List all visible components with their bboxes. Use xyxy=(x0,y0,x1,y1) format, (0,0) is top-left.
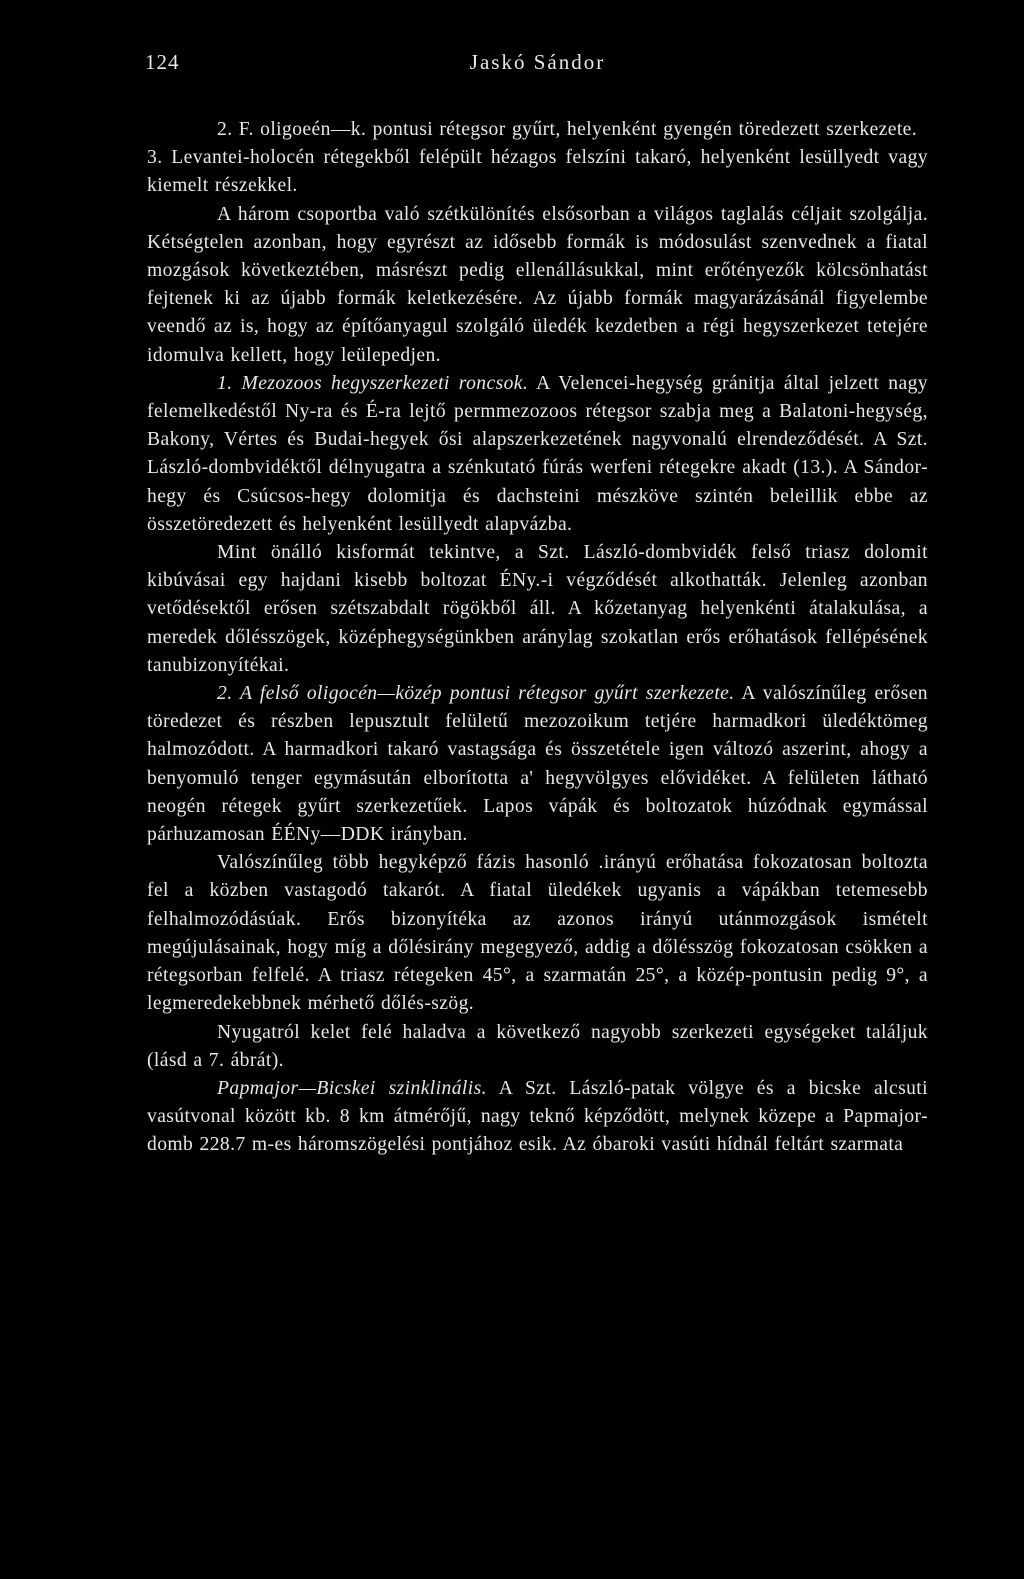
paragraph-section-1 xyxy=(147,370,928,539)
paragraph-text: Mint önálló kisformát tekintve, a Szt. László-dombvidék felső triasz dolomit kibúvásai egy hajdani kisebb boltozat ÉNy.-i végződését alkothatták. Jelenleg azonban vetődésektől erősen szétszabdalt rögökből áll. A kőzetanyag helyenkénti átalakulása, a meredek dőlésszögek, középhegységünkben aránylag szokatlan erős erőhatások fellépésének tanubizonyítékai. xyxy=(147,542,928,676)
paragraph-text: 3. Levantei-holocén rétegekből felépült hézagos felszíni takaró, helyenként lesüllyedt vagy kiemelt részekkel. xyxy=(147,147,928,197)
section-heading-mesozoic: 1. Mezozoos hegyszerkezeti roncsok. xyxy=(217,372,529,394)
paragraph-standalone-form xyxy=(147,539,928,680)
paragraph-text: A Velencei-hegység gránitja által jelzett nagy felemelkedéstől Ny-ra és É-ra lejtő permmezozoos rétegsor szabja meg a Balatoni-hegység, Bakony, Vértes és Budai-hegyek ősi alapszerkezetének nagyvonalú elrendeződését. A Szt. László-dombvidéktől délnyugatra a szénkutató fúrás werfeni rétegekre akadt (13.). A Sándor-hegy és Csúcsos-hegy dolomitja és dachsteini mészköve szintén beleillik ebbe az összetöredezett és helyenként lesüllyedt alapvázba. xyxy=(147,372,928,535)
paragraph-folding-phases xyxy=(147,849,928,1018)
paragraph-syncline xyxy=(147,1075,928,1160)
paragraph-text: A három csoportba való szétkülönítés elsősorban a világos taglalás céljait szolgálja. Kétségtelen azonban, hogy egyrészt az idősebb formák is módosulást szenvednek a fiatal mozgások következtében, másrészt pedig ellenállásukkal, mint erőtényezők kölcsönhatást fejtenek ki az újabb formák keletkezésére. Az újabb formák magyarázásánál figyelembe veendő az is, hogy az építőanyagul szolgáló üledék kezdetben a régi hegyszerkezet tetejére idomulva kellett, hogy leülepedjen. xyxy=(147,203,928,366)
paragraph-text: Nyugatról kelet felé haladva a következő nagyobb szerkezeti egységeket találjuk (lásd a 7. ábrát). xyxy=(147,1021,928,1071)
paragraph-item-2 xyxy=(147,116,928,144)
paragraph-west-east xyxy=(147,1019,928,1075)
page-number: 124 xyxy=(145,50,180,74)
section-heading-syncline: Papmajor—Bicskei szinklinális. xyxy=(217,1077,487,1099)
paragraph-item-3 xyxy=(147,144,928,200)
paragraph-text: Valószínűleg több hegyképző fázis hasonló .irányú erőhatása fokozatosan boltozta fel a közben vastagodó takarót. A fiatal üledékek ugyanis a vápákban tetemesebb felhalmozódásúak. Erős bizonyítéka az azonos irányú utánmozgások ismételt megújulásainak, hogy míg a dőlésirány megegyező, addig a dőlésszög fokozatosan csökken a rétegsorban felfelé. A triasz rétegeken 45°, a szarmatán 25°, a közép-pontusin pedig 9°, a legmeredekebbnek mérhető dőlés-szög. xyxy=(147,852,928,1015)
section-heading-oligocene: 2. A felső oligocén—közép pontusi rétegsor gyűrt szerkezete. xyxy=(217,683,735,705)
running-title: Jaskó Sándor xyxy=(469,50,606,74)
paragraph-grouping xyxy=(147,201,928,370)
paragraph-section-2 xyxy=(147,680,928,849)
paragraph-text: A valószínűleg erősen töredezet és részben lepusztult felületű mezozoikum tetjére harmadkori üledéktömeg halmozódott. A harmadkori takaró vastagsága és összetétele igen változó aszerint, ahogy a benyomuló tenger egymásután elborította a' hegyvölgyes elővidéket. A felületen látható neogén rétegek gyűrt szerkezetűek. Lapos vápák és boltozatok húzódnak egymással párhuzamosan ÉÉNy—DDK irányban. xyxy=(147,683,929,846)
paragraph-text: A Szt. László-patak völgye és a bicske alcsuti vasútvonal között kb. 8 km átmérőjű, nagy teknő képződött, melynek közepe a Papmajor-domb 228.7 m-es háromszögelési pontjához esik. Az óbaroki vasúti hídnál feltárt szarmata xyxy=(147,1077,928,1156)
running-head xyxy=(145,50,930,80)
paragraph-text: 2. F. oligoeén—k. pontusi rétegsor gyűrt, helyenként gyengén töredezett szerkezete. xyxy=(217,119,918,140)
body-text xyxy=(147,116,928,1160)
